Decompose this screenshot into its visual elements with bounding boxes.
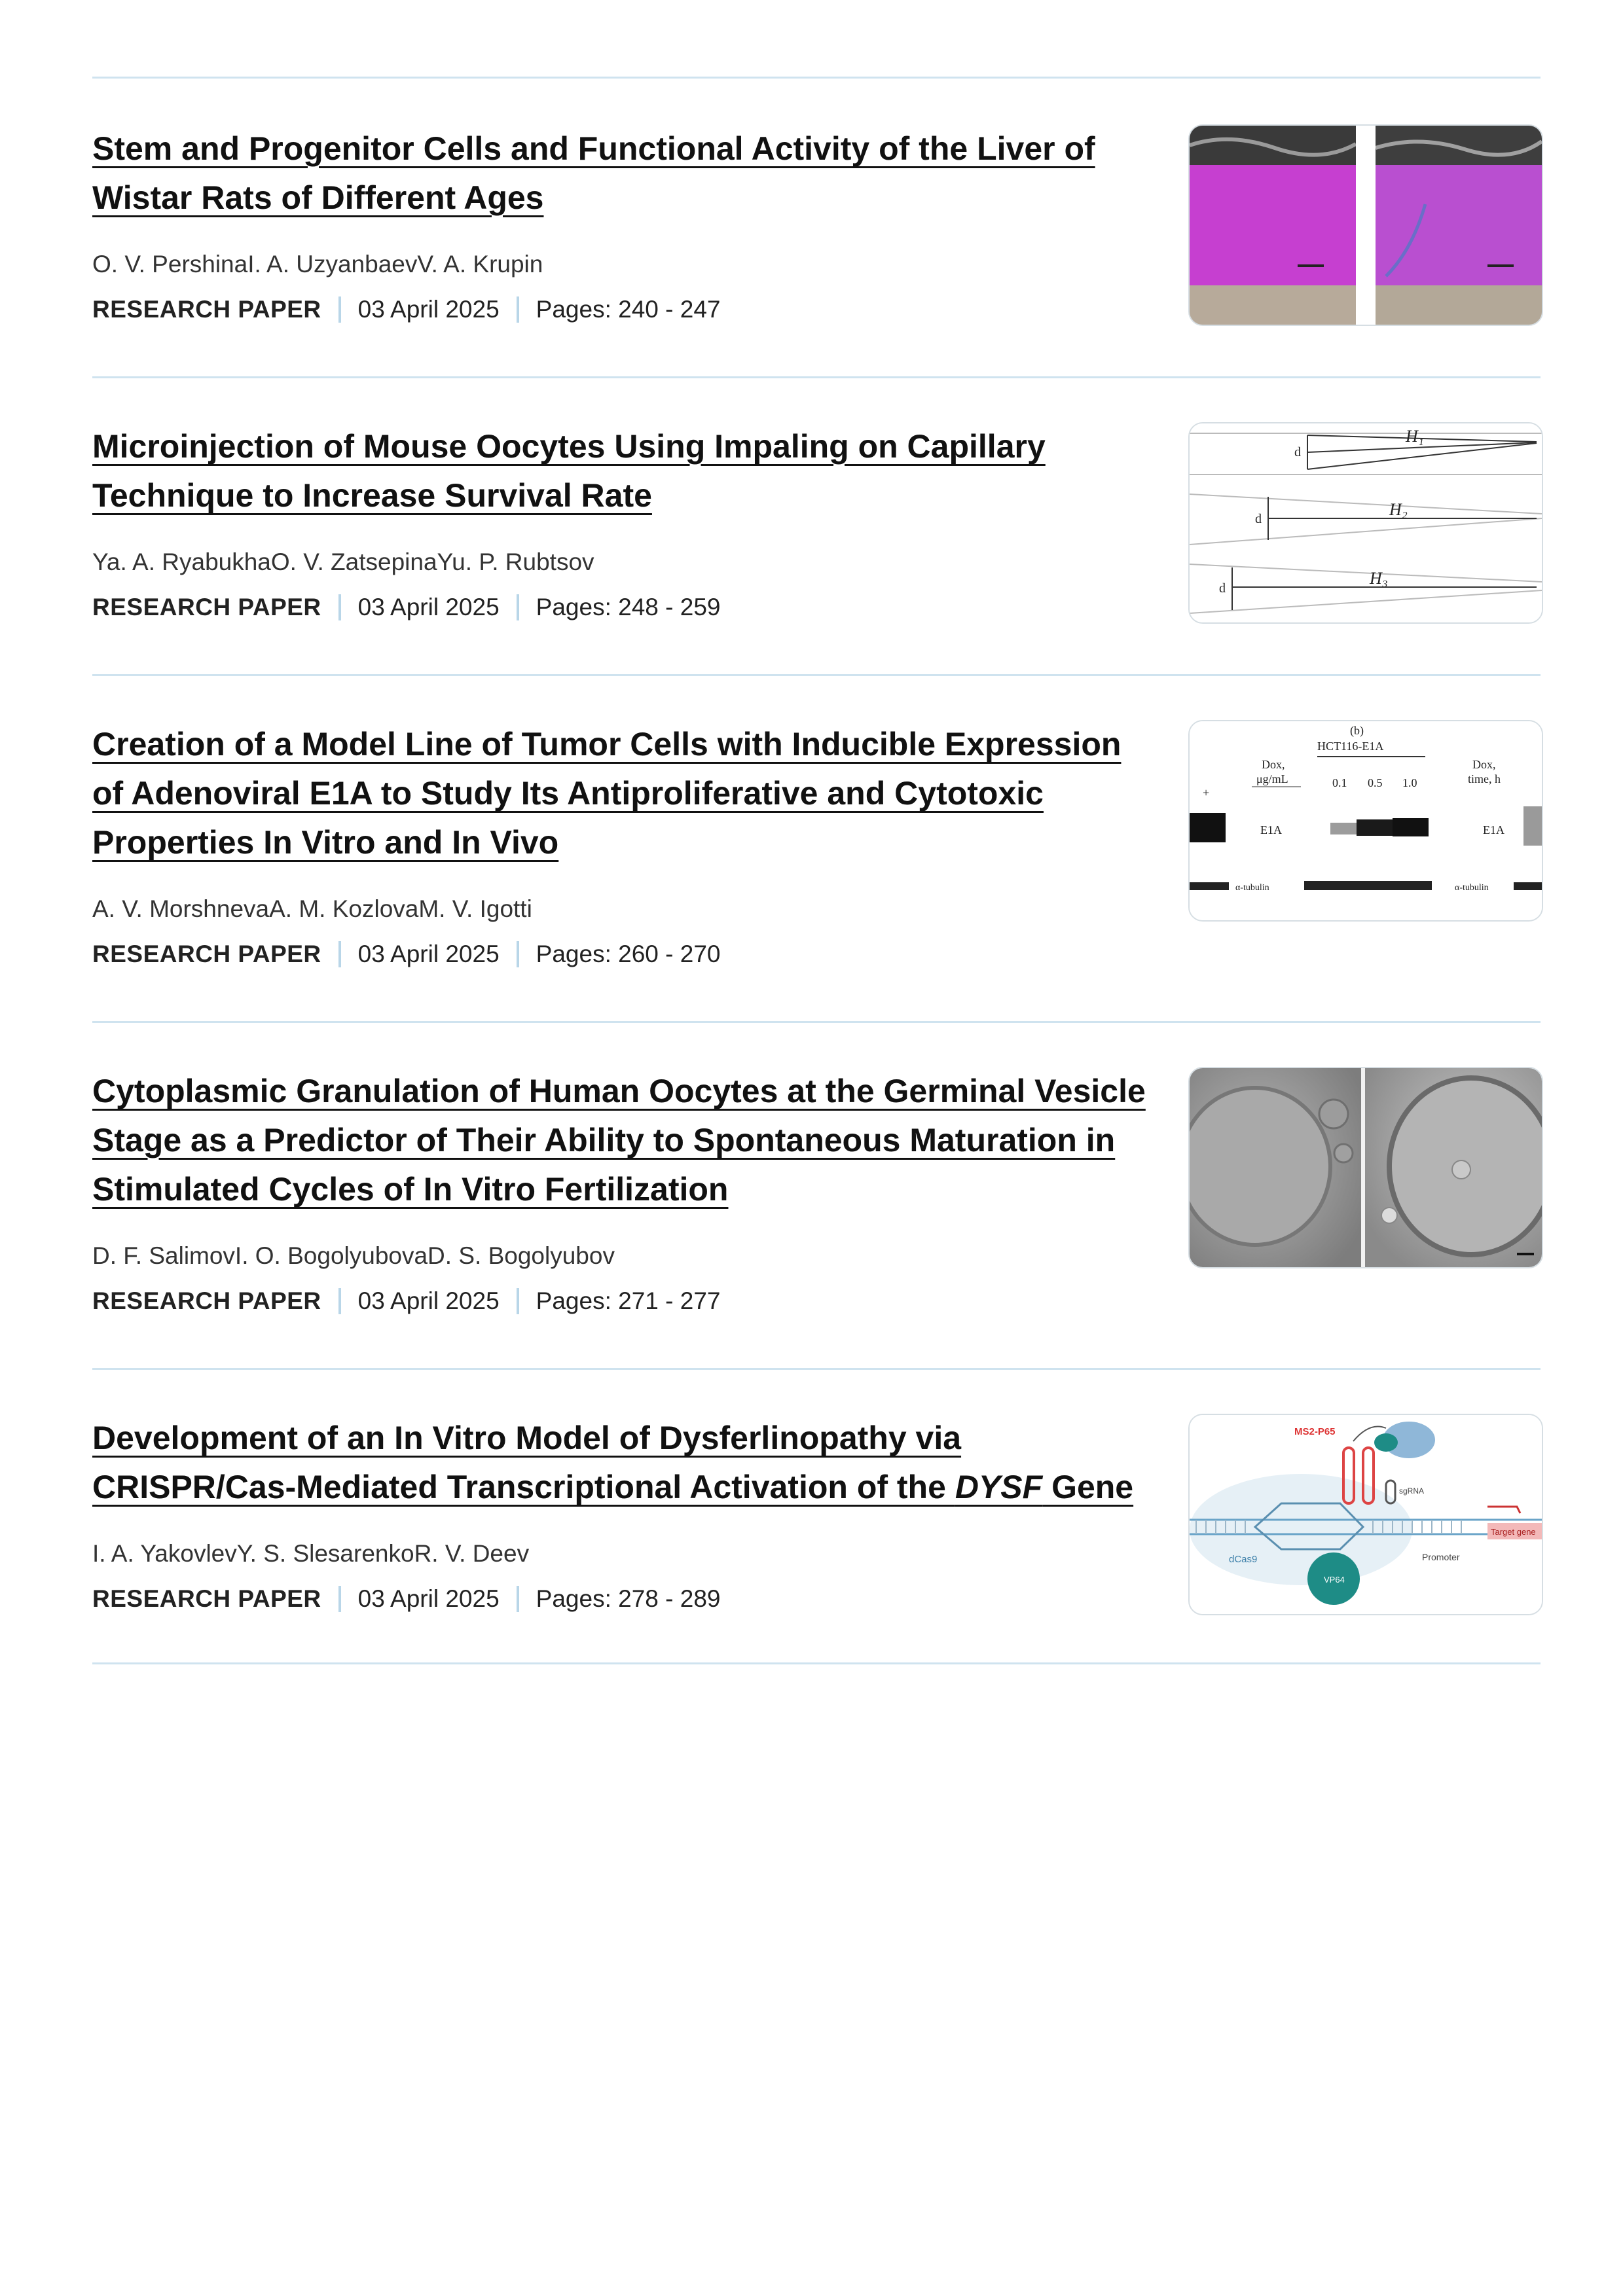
histology-image bbox=[1190, 126, 1542, 325]
article-thumbnail[interactable] bbox=[1188, 720, 1543, 922]
article-pages: Pages: 278 - 289 bbox=[536, 1585, 721, 1612]
article-pages: Pages: 240 - 247 bbox=[536, 296, 721, 323]
oocyte-micrograph bbox=[1190, 1068, 1542, 1267]
divider bbox=[92, 1021, 1541, 1023]
figure-label: 1.0 bbox=[1402, 776, 1417, 789]
article-title-link[interactable]: Creation of a Model Line of Tumor Cells with Inducible Expression of Adenoviral E1A to Study Its Antiproliferative and Cytotoxic Properties In Vitro and In Vivo bbox=[92, 726, 1122, 861]
figure-label: 0.5 bbox=[1368, 776, 1383, 789]
diagram-label: sgRNA bbox=[1399, 1486, 1425, 1496]
article-title bbox=[92, 124, 1153, 223]
divider bbox=[92, 376, 1541, 378]
figure-label: α-tubulin bbox=[1235, 883, 1269, 893]
article-type: RESEARCH PAPER bbox=[92, 1585, 321, 1612]
diagram-label: H₃ bbox=[1370, 569, 1388, 588]
meta-separator bbox=[517, 941, 519, 967]
meta-separator bbox=[517, 1288, 519, 1314]
article-pages: Pages: 271 - 277 bbox=[536, 1287, 721, 1314]
figure-label: time, h bbox=[1468, 772, 1501, 785]
article-title bbox=[92, 1414, 1153, 1512]
article-date: 03 April 2025 bbox=[357, 1585, 500, 1612]
article-meta bbox=[92, 1585, 721, 1613]
article-thumbnail[interactable] bbox=[1188, 124, 1543, 326]
diagram-label: Promoter bbox=[1422, 1552, 1460, 1562]
article-type: RESEARCH PAPER bbox=[92, 1287, 321, 1314]
divider bbox=[92, 1662, 1541, 1664]
article-authors: D. F. SalimovI. O. BogolyubovaD. S. Bogolyubov bbox=[92, 1242, 615, 1269]
meta-separator bbox=[338, 941, 341, 967]
diagram-label: VP64 bbox=[1324, 1575, 1345, 1585]
diagram-label: H₂ bbox=[1389, 500, 1408, 519]
article-authors: I. A. YakovlevY. S. SlesarenkoR. V. Deev bbox=[92, 1540, 530, 1567]
article-authors: A. V. MorshnevaA. M. KozlovaM. V. Igotti bbox=[92, 895, 532, 922]
article-thumbnail[interactable] bbox=[1188, 1414, 1543, 1615]
diagram-label: Target gene bbox=[1491, 1527, 1536, 1537]
figure-label: + bbox=[1203, 786, 1210, 799]
capillary-diagram bbox=[1190, 423, 1542, 622]
diagram-label: H₁ bbox=[1406, 427, 1424, 446]
divider bbox=[92, 1368, 1541, 1370]
article-type: RESEARCH PAPER bbox=[92, 594, 321, 620]
diagram-label: MS2-P65 bbox=[1294, 1426, 1336, 1437]
western-blot-image bbox=[1190, 721, 1542, 920]
figure-label: E1A bbox=[1483, 823, 1504, 836]
article-thumbnail[interactable] bbox=[1188, 422, 1543, 624]
article-pages: Pages: 248 - 259 bbox=[536, 594, 721, 620]
divider bbox=[92, 674, 1541, 676]
article-date: 03 April 2025 bbox=[357, 1287, 500, 1314]
article-title bbox=[92, 720, 1153, 867]
meta-separator bbox=[338, 1288, 341, 1314]
article-type: RESEARCH PAPER bbox=[92, 296, 321, 323]
diagram-label: d bbox=[1219, 581, 1226, 596]
figure-label: Dox, bbox=[1262, 758, 1285, 771]
article-thumbnail[interactable] bbox=[1188, 1067, 1543, 1268]
article-title bbox=[92, 1067, 1153, 1214]
divider bbox=[92, 77, 1541, 79]
article-meta bbox=[92, 296, 721, 323]
meta-separator bbox=[517, 1586, 519, 1612]
article-date: 03 April 2025 bbox=[357, 296, 500, 323]
crispr-diagram bbox=[1190, 1415, 1542, 1614]
article-type: RESEARCH PAPER bbox=[92, 941, 321, 967]
meta-separator bbox=[517, 594, 519, 620]
meta-separator bbox=[338, 1586, 341, 1612]
diagram-label: dCas9 bbox=[1229, 1554, 1258, 1565]
figure-label: μg/mL bbox=[1256, 772, 1288, 785]
article-title-link[interactable]: Microinjection of Mouse Oocytes Using Impaling on Capillary Technique to Increase Survival Rate bbox=[92, 428, 1046, 514]
article-meta bbox=[92, 941, 721, 968]
article-authors: O. V. PershinaI. A. UzyanbaevV. A. Krupin bbox=[92, 251, 543, 278]
meta-separator bbox=[338, 296, 341, 323]
article-authors: Ya. A. RyabukhaO. V. ZatsepinaYu. P. Rubtsov bbox=[92, 548, 594, 575]
diagram-label: d bbox=[1294, 445, 1301, 459]
article-meta bbox=[92, 1287, 721, 1315]
figure-label: Dox, bbox=[1472, 758, 1496, 771]
meta-separator bbox=[517, 296, 519, 323]
figure-label: E1A bbox=[1260, 823, 1282, 836]
article-date: 03 April 2025 bbox=[357, 594, 500, 620]
article-title-link[interactable]: Stem and Progenitor Cells and Functional Activity of the Liver of Wistar Rats of Different Ages bbox=[92, 130, 1095, 216]
article-title-link[interactable]: Cytoplasmic Granulation of Human Oocytes at the Germinal Vesicle Stage as a Predictor of Their Ability to Spontaneous Maturation in Stimulated Cycles of In Vitro Fertilization bbox=[92, 1073, 1146, 1208]
article-meta bbox=[92, 594, 721, 621]
article-title bbox=[92, 422, 1153, 520]
figure-label: 0.1 bbox=[1332, 776, 1347, 789]
article-title-link[interactable]: Development of an In Vitro Model of Dysferlinopathy via CRISPR/Cas-Mediated Transcriptional Activation of the DYSF Gene bbox=[92, 1420, 1134, 1505]
meta-separator bbox=[338, 594, 341, 620]
figure-label: α-tubulin bbox=[1455, 883, 1489, 893]
figure-label: (b) bbox=[1350, 724, 1364, 737]
article-date: 03 April 2025 bbox=[357, 941, 500, 967]
figure-label: HCT116-E1A bbox=[1317, 740, 1384, 753]
article-pages: Pages: 260 - 270 bbox=[536, 941, 721, 967]
diagram-label: d bbox=[1255, 512, 1262, 526]
